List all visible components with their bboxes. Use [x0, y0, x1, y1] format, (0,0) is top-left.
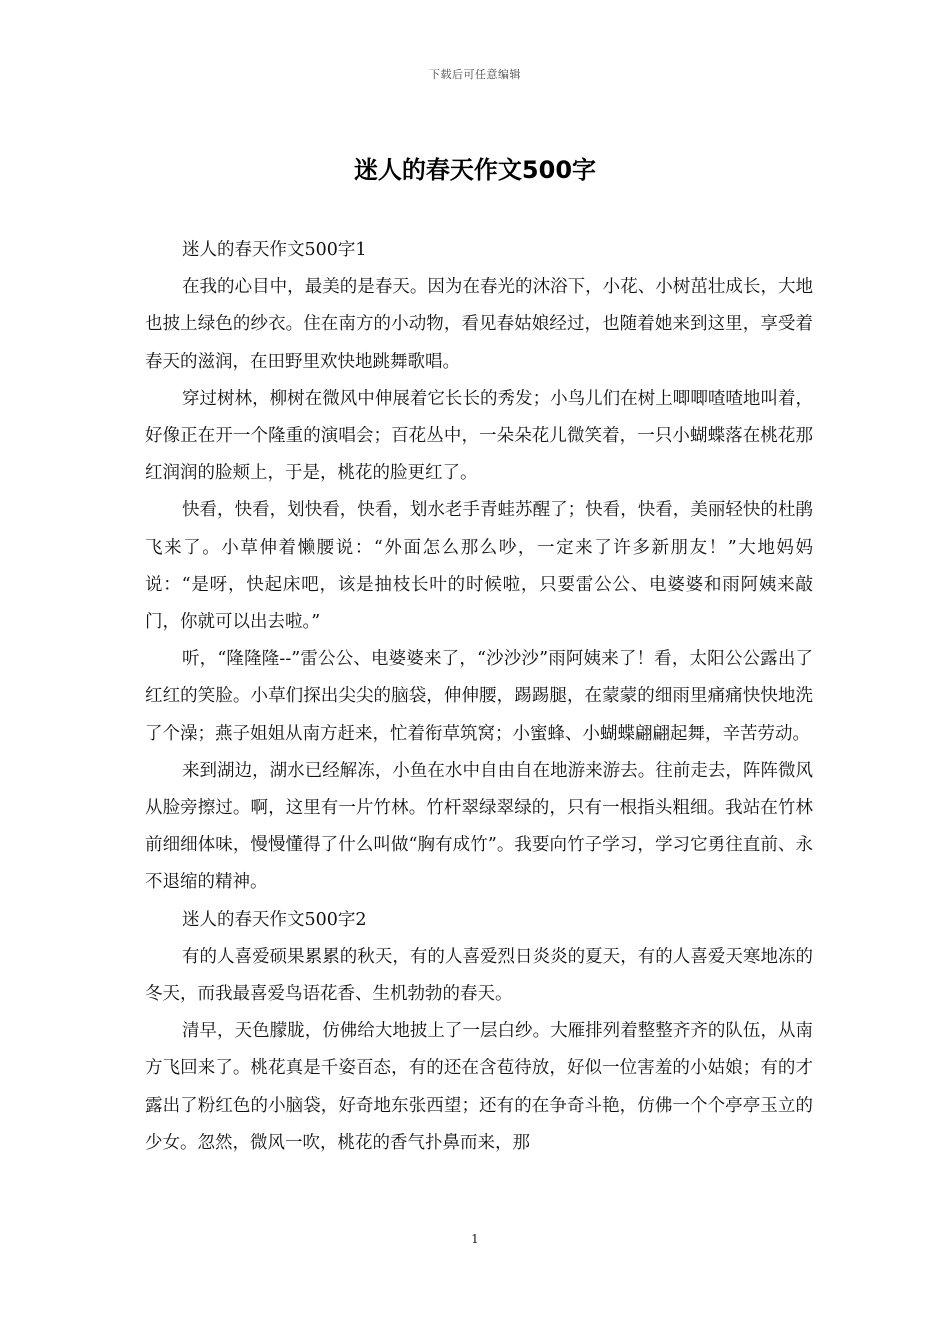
- page-header-note: 下载后可任意编辑: [429, 68, 521, 81]
- page-number: 1: [471, 1232, 479, 1246]
- paragraph: 清早，天色朦胧，仿佛给大地披上了一层白纱。大雁排列着整整齐齐的队伍，从南方飞回来了。桃花真是千姿百态，有的还在含苞待放，好似一位害羞的小姑娘；有的才露出了粉红色的小脑袋，好奇地东张西望；还有的在争奇斗艳，仿佛一个个亭亭玉立的少女。忽然，微风一吹，桃花的香气扑鼻而来，那: [145, 1021, 813, 1153]
- paragraph: 快看，快看，划快看，快看，划水老手青蛙苏醒了；快看，快看，美丽轻快的杜鹃飞来了。小草伸着懒腰说：“外面怎么那么吵，一定来了许多新朋友！”大地妈妈说：“是呀，快起床吧，该是抽枝长叶的时候啦，只要雷公公、电婆婆和雨阿姨来敲门，你就可以出去啦。”: [145, 500, 813, 633]
- paragraph: 在我的心目中，最美的是春天。因为在春光的沐浴下，小花、小树茁壮成长，大地也披上绿色的纱衣。住在南方的小动物，看见春姑娘经过，也随着她来到这里，享受着春天的滋润，在田野里欢快地跳舞歌唱。: [145, 277, 813, 372]
- paragraph: 穿过树林，柳树在微风中伸展着它长长的秀发；小鸟儿们在树上唧唧喳喳地叫着，好像正在开一个隆重的演唱会；百花丛中，一朵朵花儿微笑着，一只小蝴蝶落在桃花那红润润的脸颊上，于是，桃花的脸更红了。: [145, 388, 813, 484]
- paragraph: 听，“隆隆隆--”雷公公、电婆婆来了，“沙沙沙”雨阿姨来了！看，太阳公公露出了红红的笑脸。小草们探出尖尖的脑袋，伸伸腰，踢踢腿，在蒙蒙的细雨里痛痛快快地洗了个澡；燕子姐姐从南方赶来，忙着衔草筑窝；小蜜蜂、小蝴蝶翩翩起舞，辛苦劳动。: [145, 649, 813, 744]
- paragraph: 来到湖边，湖水已经解冻，小鱼在水中自由自在地游来游去。往前走去，阵阵微风从脸旁擦过。啊，这里有一片竹林。竹杆翠绿翠绿的，只有一根指头粗细。我站在竹林前细细体味，慢慢懂得了什么叫做“胸有成竹”。我要向竹子学习，学习它勇往直前、永不退缩的精神。: [145, 760, 813, 893]
- section-heading-1: 迷人的春天作文500字1: [182, 240, 367, 260]
- paragraph: 有的人喜爱硕果累累的秋天，有的人喜爱烈日炎炎的夏天，有的人喜爱天寒地冻的冬天，而我最喜爱鸟语花香、生机勃勃的春天。: [145, 946, 813, 1005]
- document-body: [145, 232, 813, 1162]
- section-heading-2: 迷人的春天作文500字2: [182, 909, 367, 930]
- document-title: 迷人的春天作文500字: [353, 156, 597, 184]
